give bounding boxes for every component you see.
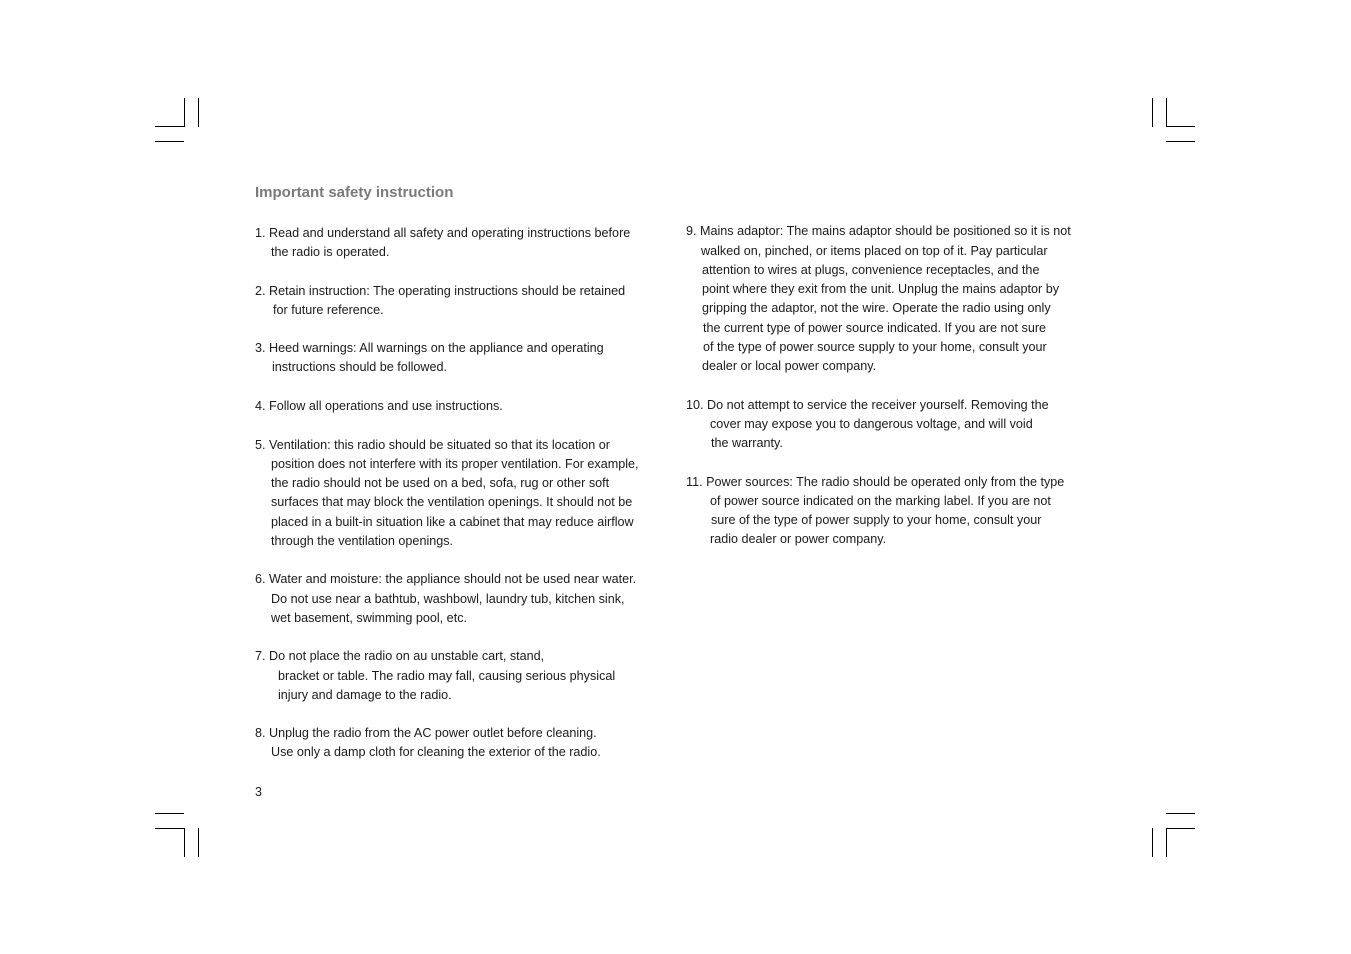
instruction-line: point where they exit from the unit. Unplug the mains adaptor by — [702, 282, 1060, 296]
instruction-line: wet basement, swimming pool, etc. — [271, 611, 467, 625]
instruction-line: for future reference. — [273, 303, 384, 317]
instruction-line: through the ventilation openings. — [271, 534, 454, 548]
instruction-line: surfaces that may block the ventilation openings. It should not be — [271, 495, 633, 509]
page-title: Important safety instruction — [255, 184, 454, 201]
instruction-line: attention to wires at plugs, convenience receptacles, and the — [702, 263, 1040, 277]
instruction-line: of power source indicated on the marking label. If you are not — [710, 494, 1051, 508]
crop-mark-line — [1166, 813, 1195, 814]
crop-mark-line — [1152, 98, 1153, 127]
instruction-line: bracket or table. The radio may fall, causing serious physical — [278, 669, 616, 683]
crop-mark-line — [198, 98, 199, 127]
instruction-line: radio dealer or power company. — [710, 532, 887, 546]
instruction-line: 10. Do not attempt to service the receiver yourself. Removing the — [686, 398, 1049, 412]
crop-mark-line — [1152, 828, 1153, 857]
crop-mark-line — [1166, 141, 1195, 142]
crop-mark-line — [198, 828, 199, 857]
crop-mark-line — [1166, 828, 1195, 829]
instruction-line: 2. Retain instruction: The operating instructions should be retained — [255, 284, 626, 298]
crop-mark-line — [184, 98, 185, 127]
crop-mark-line — [155, 828, 184, 829]
crop-mark-line — [155, 126, 184, 127]
instruction-line: 4. Follow all operations and use instructions. — [255, 399, 503, 413]
instruction-line: instructions should be followed. — [272, 360, 448, 374]
instruction-line: cover may expose you to dangerous voltage, and will void — [710, 417, 1033, 431]
instruction-line: walked on, pinched, or items placed on top of it. Pay particular — [701, 244, 1048, 258]
instruction-line: 1. Read and understand all safety and operating instructions before — [255, 226, 631, 240]
instruction-line: 3. Heed warnings: All warnings on the appliance and operating — [255, 341, 604, 355]
instruction-line: position does not interfere with its proper ventilation. For example, — [271, 457, 639, 471]
crop-mark-line — [155, 813, 184, 814]
crop-mark-line — [1166, 828, 1167, 857]
instruction-line: gripping the adaptor, not the wire. Operate the radio using only — [702, 301, 1051, 315]
page-number: 3 — [255, 785, 263, 799]
crop-mark-line — [155, 141, 184, 142]
instruction-line: Do not use near a bathtub, washbowl, laundry tub, kitchen sink, — [271, 592, 625, 606]
instruction-line: the warranty. — [711, 436, 783, 450]
instruction-line: of the type of power source supply to your home, consult your — [703, 340, 1047, 354]
instruction-line: 9. Mains adaptor: The mains adaptor should be positioned so it is not — [686, 224, 1071, 238]
instruction-line: the current type of power source indicated. If you are not sure — [703, 321, 1047, 335]
instruction-line: placed in a built-in situation like a cabinet that may reduce airflow — [271, 515, 634, 529]
instruction-line: the radio should not be used on a bed, sofa, rug or other soft — [271, 476, 610, 490]
instruction-line: 11. Power sources: The radio should be operated only from the type — [686, 475, 1065, 489]
instruction-line: 8. Unplug the radio from the AC power outlet before cleaning. — [255, 726, 597, 740]
instruction-line: injury and damage to the radio. — [278, 688, 452, 702]
instruction-line: 5. Ventilation: this radio should be situated so that its location or — [255, 438, 610, 452]
instruction-line: the radio is operated. — [271, 245, 390, 259]
crop-mark-line — [184, 828, 185, 857]
crop-mark-line — [1166, 98, 1167, 127]
instruction-line: dealer or local power company. — [702, 359, 877, 373]
instruction-line: Use only a damp cloth for cleaning the exterior of the radio. — [271, 745, 601, 759]
instruction-line: sure of the type of power supply to your home, consult your — [711, 513, 1042, 527]
instruction-line: 7. Do not place the radio on au unstable cart, stand, — [255, 649, 545, 663]
crop-mark-line — [1166, 126, 1195, 127]
instruction-line: 6. Water and moisture: the appliance should not be used near water. — [255, 572, 637, 586]
